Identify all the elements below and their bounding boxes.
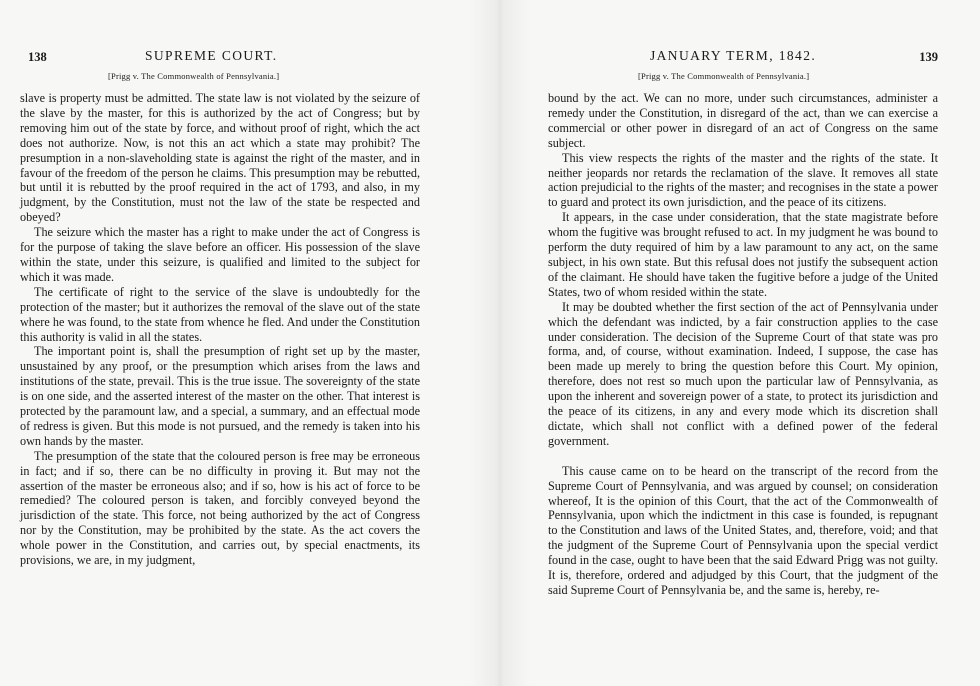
left-running-head: SUPREME COURT. xyxy=(145,48,278,63)
right-page-number: 139 xyxy=(919,50,938,64)
left-page-header xyxy=(20,48,420,70)
left-paragraph-1: slave is property must be admitted. The state law is not violated by the seizure of the slave by the master, for this is authorized by the act of Congress; but by removing him out of the state by force, and without proof of right, which the act does not authorize. Now, is not this an act which a state may prohibit? The presumption in a non-slaveholding state is against the right of the master, and in favour of the freedom of the person he claims. This presumption may be rebutted, but until it is rebutted by the proof required in the act of 1793, and also, in my judgment, by the Constitution, must not the law of the state be respected and obeyed? xyxy=(20,91,420,225)
right-paragraph-3: It appears, in the case under consideration, that the state magistrate before whom the fugitive was brought refused to act. In my judgment he was bound to perform the duty required of him by a law paramount to any act, on the same subject, in his own state. But this refusal does not justify the subsequent action of the claimant. He should have taken the fugitive before a judge of the United States, two of whom resided within the state. xyxy=(548,210,938,299)
left-paragraph-3: The certificate of right to the service of the slave is undoubtedly for the protection of the master; but it authorizes the removal of the slave out of the state where he was found, to the state from whence he fled. And under the Constitution this authority is valid in all the states. xyxy=(20,284,420,344)
right-case-caption: [Prigg v. The Commonwealth of Pennsylvania.] xyxy=(638,71,810,81)
right-running-head: JANUARY TERM, 1842. xyxy=(650,48,817,63)
right-page xyxy=(548,0,938,686)
left-paragraph-4: The important point is, shall the presumption of right set up by the master, unsustained by any proof, or the presumption which arises from the laws and institutions of the state, prevail. This is the true issue. The sovereignty of the state is on one side, and the asserted interest of the master on the other. That interest is protected by the paramount law, and a special, a summary, and an effectual mode of redress is given. But this mode is not pursued, and the remedy is taken into his own hands by the master. xyxy=(20,344,420,448)
left-page-body xyxy=(20,91,420,568)
left-paragraph-5: The presumption of the state that the coloured person is free may be erroneous in fact; and if so, there can be no difficulty in proving it. But may not the assertion of the master be erroneous also; and if so, how is his act of force to be remedied? The coloured person is taken, and forcibly conveyed beyond the jurisdiction of the state. This force, not being authorized by the act of Congress nor by the Constitution, may be prohibited by the state. As the act covers the whole power in the Constitution, and carries out, by special enactments, its provisions, we are, in my judgment, xyxy=(20,448,420,568)
left-page xyxy=(20,0,420,686)
left-page-number: 138 xyxy=(28,50,47,64)
book-gutter xyxy=(470,0,530,686)
right-page-body xyxy=(548,91,938,598)
right-paragraph-5: This cause came on to be heard on the transcript of the record from the Supreme Court of Pennsylvania, and was argued by counsel; on consideration whereof, It is the opinion of this Court, that the act of the Commonwealth of Pennsylvania, upon which the indictment in this case is founded, is repugnant to the Constitution and laws of the United States, and, therefore, void; and that the judgment of the Supreme Court of Pennsylvania upon the special verdict found in the case, ought to have been that the said Edward Prigg was not guilty. It is, therefore, ordered and adjudged by this Court, that the judgment of the said Supreme Court of Pennsylvania be, and the same is, hereby, re- xyxy=(548,463,938,597)
left-case-caption: [Prigg v. The Commonwealth of Pennsylvania.] xyxy=(108,71,280,81)
right-paragraph-2: This view respects the rights of the master and the rights of the state. It neither jeopards nor retards the reclamation of the slave. It removes all state action prejudicial to the rights of the master; and recognises in the state a power to guard and protect its own jurisdiction, and the peace of its citizens. xyxy=(548,150,938,210)
right-page-header xyxy=(548,48,938,70)
left-paragraph-2: The seizure which the master has a right to make under the act of Congress is for the purpose of taking the slave before an officer. His possession of the slave within the state, under this seizure, is qualified and limited to the subject for which it was made. xyxy=(20,225,420,284)
right-paragraph-4: It may be doubted whether the first section of the act of Pennsylvania under which the defendant was indicted, by a fair construction applies to the case under consideration. The decision of the Supreme Court of that state was pro forma, and, of course, without examination. Indeed, I suppose, the case has been made up merely to bring the question before this Court. My opinion, therefore, does not rest so much upon the particular law of Pennsylvania, as upon the inherent and sovereign power of a state, to protect its jurisdiction and the peace of its citizens, in any and every mode which its discretion shall dictate, which shall not conflict with a defined power of the federal government. xyxy=(548,299,938,448)
right-paragraph-1: bound by the act. We can no more, under such circumstances, administer a remedy under the Constitution, in disregard of the act, than we can exercise a commercial or other power in disregard of an act of Congress on the same subject. xyxy=(548,91,938,150)
